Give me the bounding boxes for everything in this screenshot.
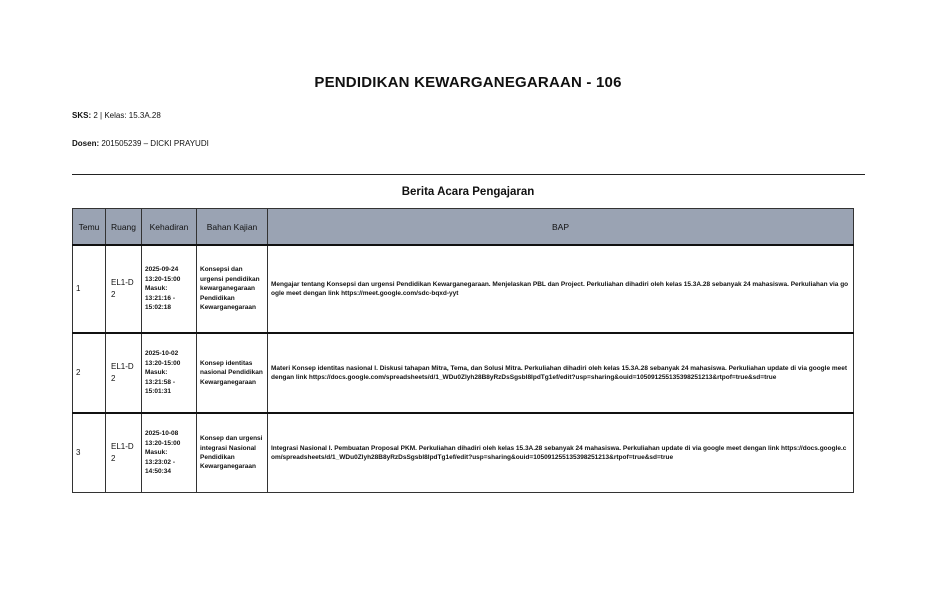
cell-ruang: EL1-D2 — [106, 413, 142, 493]
kehadiran-in: 13:21:16 - — [145, 294, 175, 302]
sks-kelas-line — [72, 111, 161, 120]
kehadiran-schedule: 13:20-15:00 — [145, 359, 181, 367]
cell-bap: Mengajar tentang Konsepsi dan urgensi Pendidikan Kewarganegaraan. Menjelaskan PBL dan Project. Perkuliahan dihadiri oleh kelas 15.3A.28 sebanyak 24 mahasiswa. Perkuliahan via google meet dengan link https://meet.google.com/sdc-bqxd-yyt — [268, 245, 854, 333]
cell-temu: 3 — [73, 413, 106, 493]
col-header-temu: Temu — [73, 209, 106, 246]
col-header-bap: BAP — [268, 209, 854, 246]
cell-ruang: EL1-D2 — [106, 333, 142, 413]
cell-kehadiran — [142, 413, 197, 493]
kehadiran-date: 2025-10-02 — [145, 350, 179, 358]
kehadiran-schedule: 13:20-15:00 — [145, 275, 181, 283]
dosen-line — [72, 139, 209, 148]
cell-bap: Materi Konsep identitas nasional I. Diskusi tahapan Mitra, Tema, dan Solusi Mitra. Perkuliahan dihadiri oleh kelas 15.3A.28 sebanyak 24 mahasiswa. Perkuliahan update di via google meet dengan link https://docs.google.com/spreadsheets/d/1_WDu0Zlyh28B8yRzDsSgsbl8lpdTg1ef/edit?usp=sharing&ouid=105091255135398251213&rtpof=true&sd=true — [268, 333, 854, 413]
col-header-bahan-kajian: Bahan Kajian — [197, 209, 268, 246]
kehadiran-date: 2025-09-24 — [145, 266, 179, 274]
section-title: Berita Acara Pengajaran — [401, 186, 535, 198]
cell-bahan-kajian: Konsep dan urgensi integrasi Nasional Pendidikan Kewarganegaraan — [197, 413, 268, 493]
cell-bahan-kajian: Konsepsi dan urgensi pendidikan kewarganegaraan Pendidikan Kewarganegaraan — [197, 245, 268, 333]
sks-label: SKS: — [72, 111, 92, 120]
kehadiran-masuk-label: Masuk: — [145, 369, 168, 377]
col-header-kehadiran: Kehadiran — [142, 209, 197, 246]
kehadiran-schedule: 13:20-15:00 — [145, 439, 181, 447]
table-row — [73, 333, 854, 413]
page-title: PENDIDIKAN KEWARGANEGARAAN - 106 — [314, 74, 622, 91]
kehadiran-masuk-label: Masuk: — [145, 449, 168, 457]
col-header-ruang: Ruang — [106, 209, 142, 246]
dosen-value: 201505239 – DICKI PRAYUDI — [101, 139, 209, 148]
kehadiran-date: 2025-10-08 — [145, 430, 179, 438]
table-header-row — [73, 209, 854, 246]
kehadiran-in: 13:21:58 - — [145, 378, 175, 386]
bap-table — [72, 208, 854, 493]
kehadiran-masuk-label: Masuk: — [145, 285, 168, 293]
table-row — [73, 245, 854, 333]
kehadiran-out: 15:01:31 — [145, 388, 172, 396]
table-row — [73, 413, 854, 493]
cell-kehadiran — [142, 245, 197, 333]
sks-value: 2 | Kelas: 15.3A.28 — [93, 111, 161, 120]
kehadiran-in: 13:23:02 - — [145, 458, 175, 466]
cell-kehadiran — [142, 333, 197, 413]
dosen-label: Dosen: — [72, 139, 100, 148]
cell-bap: Integrasi Nasional I. Pembuatan Proposal PKM. Perkuliahan dihadiri oleh kelas 15.3A.28 sebanyak 24 mahasiswa. Perkuliahan update di via google meet dengan link https://docs.google.com/spreadsheets/d/1_WDu0Zlyh28B8yRzDsSgsbl8lpdTg1ef/edit?usp=sharing&ouid=105091255135398251213&rtpof=true&sd=true — [268, 413, 854, 493]
cell-temu: 1 — [73, 245, 106, 333]
cell-bahan-kajian: Konsep identitas nasional Pendidikan Kewarganegaraan — [197, 333, 268, 413]
kehadiran-out: 15:02:18 — [145, 304, 172, 312]
cell-temu: 2 — [73, 333, 106, 413]
divider — [72, 174, 865, 175]
cell-ruang: EL1-D2 — [106, 245, 142, 333]
kehadiran-out: 14:50:34 — [145, 468, 172, 476]
